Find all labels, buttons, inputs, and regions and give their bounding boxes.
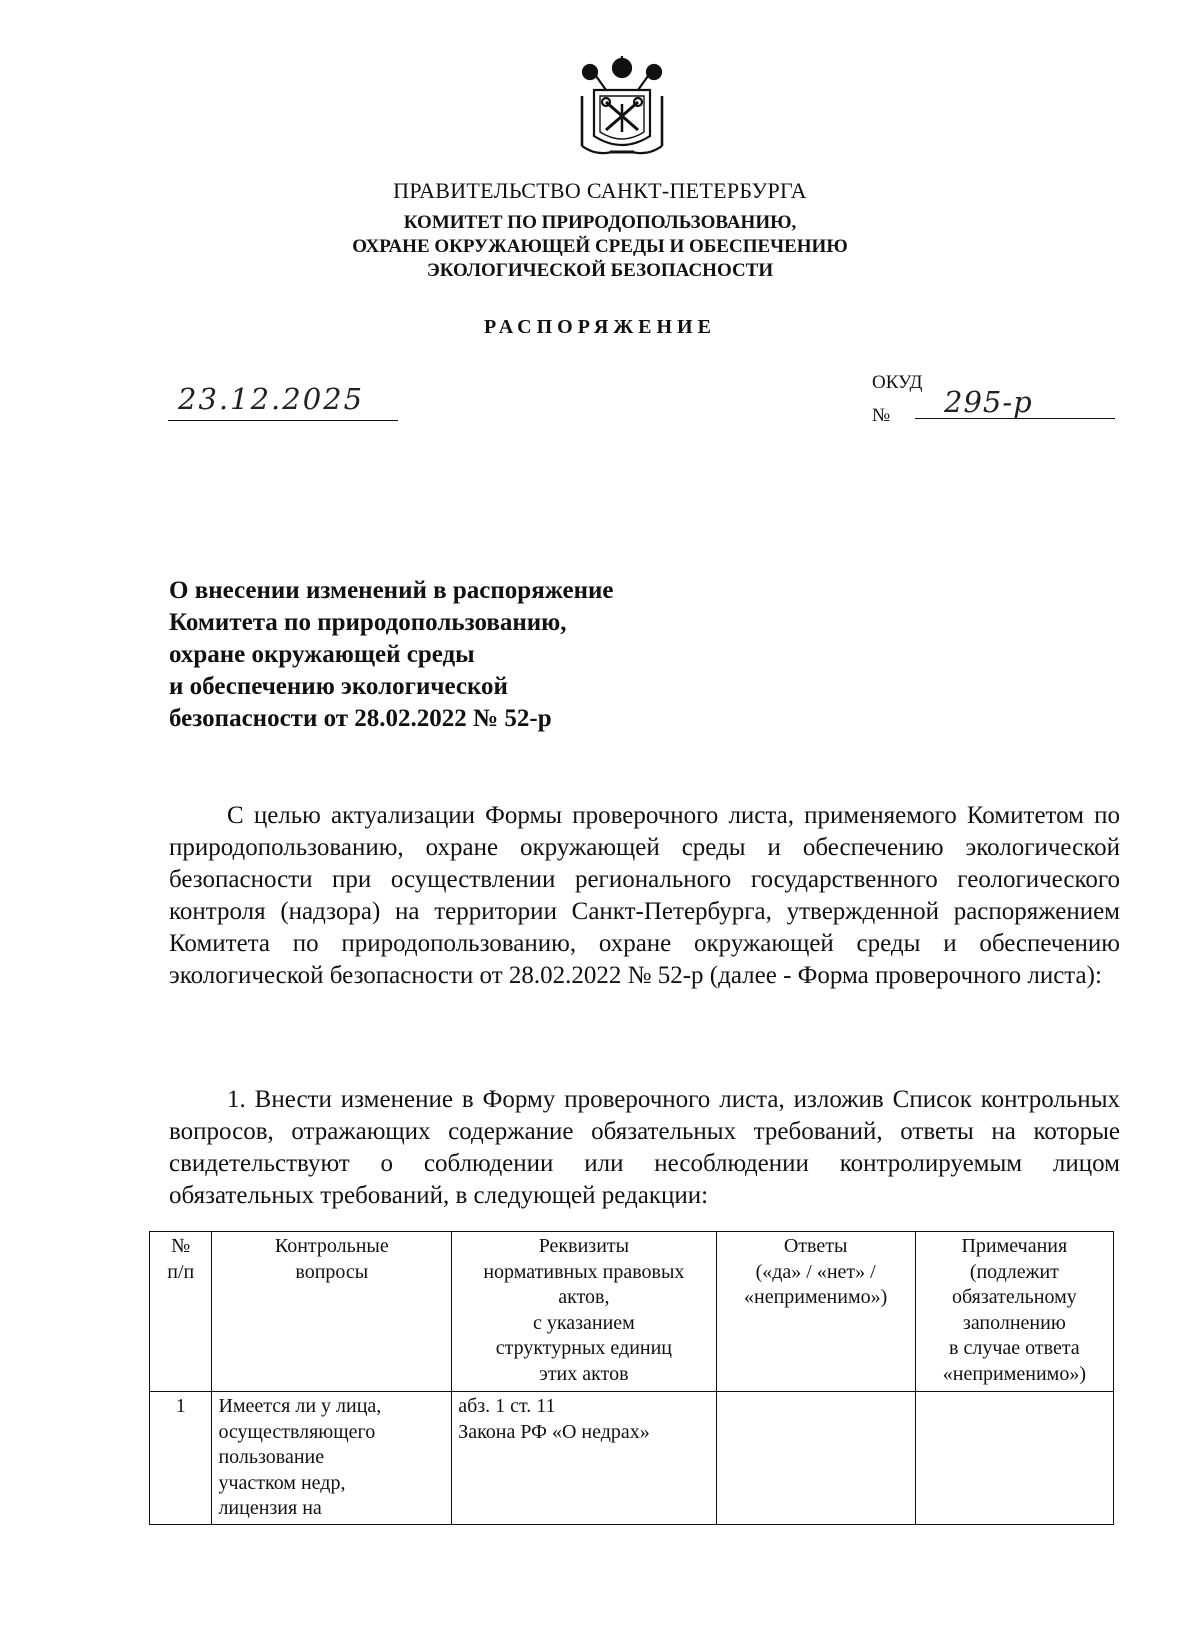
coat-of-arms-icon <box>576 56 668 160</box>
subject-line: охране окружающей среды <box>169 641 475 668</box>
header-text: структурных единиц <box>495 1337 673 1359</box>
question-cell <box>212 1392 452 1525</box>
header-text: «неприменимо») <box>744 1286 888 1308</box>
header-text: нормативных правовых <box>483 1260 685 1283</box>
document-type: РАСПОРЯЖЕНИЕ <box>484 316 716 338</box>
header-cell-questions <box>212 1232 452 1392</box>
header-cell-number <box>150 1232 212 1392</box>
requisites-text: абз. 1 ст. 11 <box>458 1395 556 1417</box>
header-text: Реквизиты <box>538 1235 630 1257</box>
header-text: «неприменимо») <box>942 1362 1086 1385</box>
government-title: ПРАВИТЕЛЬСТВО САНКТ-ПЕТЕРБУРГА <box>393 178 807 203</box>
committee-name <box>0 211 1200 283</box>
subject-line: и обеспечению экологической <box>169 673 508 700</box>
number-underline <box>915 418 1115 419</box>
header-text: заполнению <box>962 1311 1066 1334</box>
document-subject <box>169 575 729 735</box>
preamble-paragraph: С целью актуализации Формы проверочного листа, применяемого Комитетом по природопользованию, охране окружающей среды и обеспечению экологической безопасности при осуществлении регионального государственного геологического контроля (надзора) на территории Санкт-Петербурга, утвержденной распоряжением Комитета по природопользованию, охране окружающей среды и обеспечению экологической безопасности от 28.02.2022 № 52-р (далее - Форма проверочного листа): <box>169 802 1120 989</box>
question-text: пользование <box>218 1446 325 1468</box>
header-cell-answers <box>716 1232 915 1392</box>
header-text: № <box>171 1235 191 1257</box>
header-text: с указанием <box>532 1311 635 1334</box>
header-text: п/п <box>167 1260 195 1283</box>
row-number-cell: 1 <box>150 1392 212 1525</box>
header-cell-requisites <box>452 1232 716 1392</box>
note-cell <box>915 1392 1113 1525</box>
requisites-text: Закона РФ «О недрах» <box>458 1420 650 1443</box>
header-text: Ответы <box>783 1235 848 1257</box>
table-header-row <box>150 1232 1114 1392</box>
committee-line: ЭКОЛОГИЧЕСКОЙ БЕЗОПАСНОСТИ <box>426 260 774 281</box>
question-text: Имеется ли у лица, <box>218 1395 382 1417</box>
committee-line: ОХРАНЕ ОКРУЖАЮЩЕЙ СРЕДЫ И ОБЕСПЕЧЕНИЮ <box>352 236 848 257</box>
date-underline <box>168 420 398 421</box>
item-1-paragraph: 1. Внести изменение в Форму проверочного листа, изложив Список контрольных вопросов, отражающих содержание обязательных требований, ответы на которые свидетельствуют о соблюдении или несоблюдении контролируемым лицом обязательных требований, в следующей редакции: <box>169 1086 1120 1209</box>
header-text: обязательному <box>951 1286 1077 1308</box>
header-text: (подлежит <box>969 1260 1059 1283</box>
header-text: актов, <box>558 1286 610 1308</box>
control-questions-table <box>149 1231 1114 1525</box>
subject-line: Комитета по природопользованию, <box>169 609 567 636</box>
number-label: № <box>872 405 891 426</box>
header-text: («да» / «нет» / <box>755 1260 876 1283</box>
requisites-cell <box>452 1392 716 1525</box>
header-text: вопросы <box>295 1260 369 1283</box>
header-text: в случае ответа <box>949 1337 1080 1359</box>
handwritten-number: 295-р <box>944 385 1033 419</box>
question-text: лицензия на <box>218 1497 322 1519</box>
header-text: Контрольные <box>274 1235 389 1257</box>
committee-line: КОМИТЕТ ПО ПРИРОДОПОЛЬЗОВАНИЮ, <box>403 212 797 233</box>
okud-label: ОКУД <box>872 372 923 393</box>
answer-cell <box>716 1392 915 1525</box>
question-text: осуществляющего <box>218 1420 376 1443</box>
header-text: этих актов <box>539 1362 629 1385</box>
subject-line: О внесении изменений в распоряжение <box>169 577 614 604</box>
handwritten-date: 23.12.2025 <box>178 382 365 416</box>
table-row <box>150 1392 1114 1525</box>
header-text: Примечания <box>961 1235 1068 1257</box>
subject-line: безопасности от 28.02.2022 № 52-р <box>169 705 552 732</box>
header-cell-notes <box>915 1232 1113 1392</box>
question-text: участком недр, <box>218 1471 346 1494</box>
